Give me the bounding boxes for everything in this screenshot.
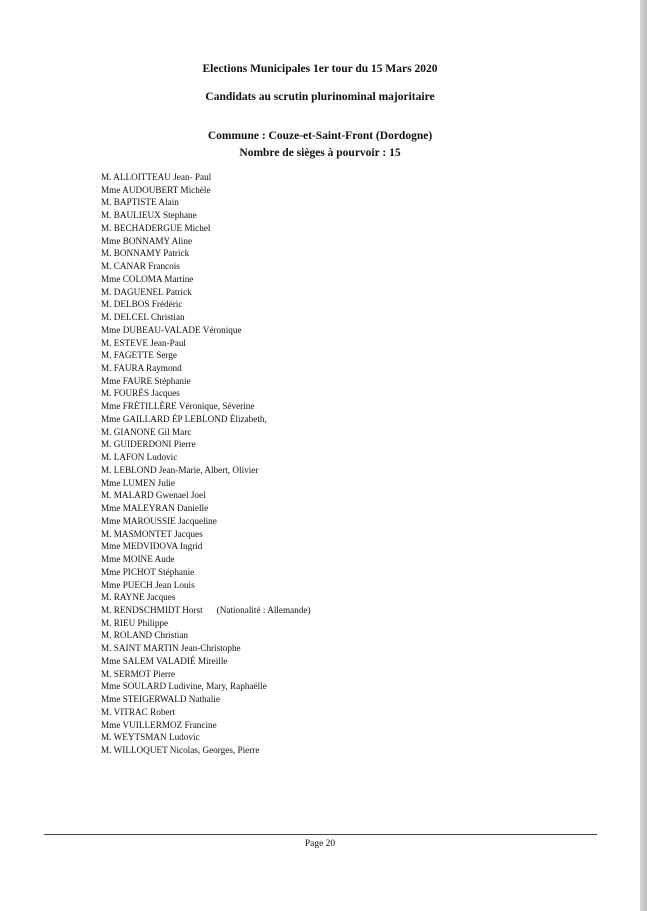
candidate-row (101, 222, 311, 235)
candidate-name: M. RAYNE Jacques (101, 592, 176, 603)
candidate-name: M. RIEU Philippe (101, 617, 169, 628)
candidate-row (101, 515, 311, 528)
candidate-row (101, 311, 311, 324)
candidate-row (101, 668, 311, 681)
candidate-row (101, 528, 311, 541)
candidate-name: M. SERMOT Pierre (101, 668, 176, 679)
candidate-row (101, 502, 311, 515)
document-title: Elections Municipales 1er tour du 15 Mars 2020 (202, 63, 438, 75)
candidate-name: M. BONNAMY Patrick (101, 248, 190, 259)
candidate-name: Mme AUDOUBERT Michèle (101, 184, 211, 195)
candidate-name: M. VITRAC Robert (101, 706, 176, 717)
candidate-row (101, 247, 311, 260)
commune-heading: Commune : Couze-et-Saint-Front (Dordogne) (207, 130, 433, 142)
candidate-name: M. DELCEL Christian (101, 312, 185, 323)
candidate-nationality-note: (Nationalité : Allemande) (216, 604, 311, 615)
candidate-name: M. BECHADERGUE Michel (101, 222, 211, 233)
candidate-row (101, 655, 311, 668)
candidate-name: M. DAGUENEL Patrick (101, 286, 192, 297)
candidate-name: M. BAPTISTE Alain (101, 197, 179, 208)
candidate-name: M. FAURA Raymond (101, 363, 182, 374)
candidate-name: Mme STEIGERWALD Nathalie (101, 694, 220, 705)
candidate-row (101, 184, 311, 197)
candidate-name: M. LAFON Ludovic (101, 452, 178, 463)
candidate-name: M. GUIDERDONI Pierre (101, 439, 196, 450)
candidate-name: M. BAULIEUX Stephane (101, 210, 197, 221)
candidate-row (101, 451, 311, 464)
candidate-name: M. WEYTSMAN Ludovic (101, 732, 200, 743)
candidate-name: Mme MALEYRAN Danielle (101, 503, 209, 514)
candidate-row (101, 489, 311, 502)
candidate-row (101, 235, 311, 248)
candidate-row (101, 387, 311, 400)
candidate-row (101, 731, 311, 744)
candidate-row (101, 400, 311, 413)
candidate-name: Mme BONNAMY Aline (101, 235, 193, 246)
candidate-row (101, 477, 311, 490)
candidate-name: Mme LUMEN Julie (101, 477, 176, 488)
candidate-row (101, 286, 311, 299)
candidate-row (101, 719, 311, 732)
candidate-name: Mme PUECH Jean Louis (101, 579, 195, 590)
candidate-row (101, 744, 311, 757)
candidate-name: M. SAINT MARTIN Jean-Christophe (101, 643, 241, 654)
candidate-name: Mme FRÉTILLÈRE Véronique, Séverine (101, 401, 255, 412)
candidate-name: M. ROLAND Christian (101, 630, 189, 641)
candidate-name: Mme COLOMA Martine (101, 273, 194, 284)
seats-heading: Nombre de sièges à pourvoir : 15 (239, 147, 401, 159)
candidate-name: Mme VUILLERMOZ Francine (101, 719, 217, 730)
candidate-name: M. ALLOITTEAU Jean- Paul (101, 172, 212, 182)
candidate-row (101, 375, 311, 388)
candidate-row (101, 464, 311, 477)
candidate-row (101, 553, 311, 566)
candidate-row (101, 438, 311, 451)
candidate-name: M. CANAR Francois (101, 261, 180, 272)
candidate-row (101, 209, 311, 222)
candidate-row (101, 260, 311, 273)
candidate-name: Mme DUBEAU-VALADE Véronique (101, 324, 242, 335)
candidate-row (101, 706, 311, 719)
candidate-name: M. DELBOS Frédéric (101, 299, 183, 310)
candidate-row (101, 604, 311, 617)
candidate-row (101, 617, 311, 630)
candidate-row (101, 324, 311, 337)
candidate-name: Mme GAILLARD ÉP LEBLOND Élizabeth, (101, 413, 267, 424)
candidate-name: M. GIANONE Gil Marc (101, 426, 192, 437)
candidate-name: M. LEBLOND Jean-Marie, Albert, Olivier (101, 464, 259, 475)
candidate-name: Mme SOULARD Ludivine, Mary, Raphaëlle (101, 681, 267, 692)
candidate-name: M. MALARD Gwenael Joel (101, 490, 206, 501)
candidate-name: Mme PICHOT Stéphanie (101, 566, 195, 577)
candidate-row (101, 579, 311, 592)
candidate-row (101, 196, 311, 209)
candidate-row (101, 362, 311, 375)
candidate-name: Mme MOINE Aude (101, 554, 175, 565)
page-edge-shadow (640, 0, 647, 911)
candidate-name: Mme MEDVIDOVA Ingrid (101, 541, 203, 552)
candidate-name: M. ESTEVE Jean-Paul (101, 337, 186, 348)
candidate-name: M. FAGETTE Serge (101, 350, 177, 361)
candidate-row (101, 349, 311, 362)
document-subtitle: Candidats au scrutin plurinominal majoritaire (205, 91, 435, 103)
candidate-name: M. RENDSCHMIDT Horst (101, 604, 203, 615)
candidate-name: M. FOURÈS Jacques (101, 388, 180, 399)
candidate-row (101, 680, 311, 693)
candidate-list (101, 171, 311, 757)
candidate-row (101, 693, 311, 706)
candidate-name: Mme FAURE Stéphanie (101, 375, 191, 386)
candidate-name: Mme SALEM VALADIÉ Mireille (101, 655, 228, 666)
page-number: Page 20 (304, 839, 336, 849)
candidate-name: M. MASMONTET Jacques (101, 528, 203, 539)
candidate-name: M. WILLOQUET Nicolas, Georges, Pierre (101, 745, 260, 756)
candidate-row (101, 591, 311, 604)
candidate-row (101, 413, 311, 426)
candidate-row (101, 629, 311, 642)
candidate-row (101, 426, 311, 439)
candidate-row (101, 171, 311, 184)
candidate-name: Mme MAROUSSIE Jacqueline (101, 515, 217, 526)
candidate-row (101, 298, 311, 311)
candidate-row (101, 540, 311, 553)
footer-divider (44, 834, 597, 835)
candidate-row (101, 337, 311, 350)
candidate-row (101, 642, 311, 655)
candidate-row (101, 273, 311, 286)
candidate-row (101, 566, 311, 579)
